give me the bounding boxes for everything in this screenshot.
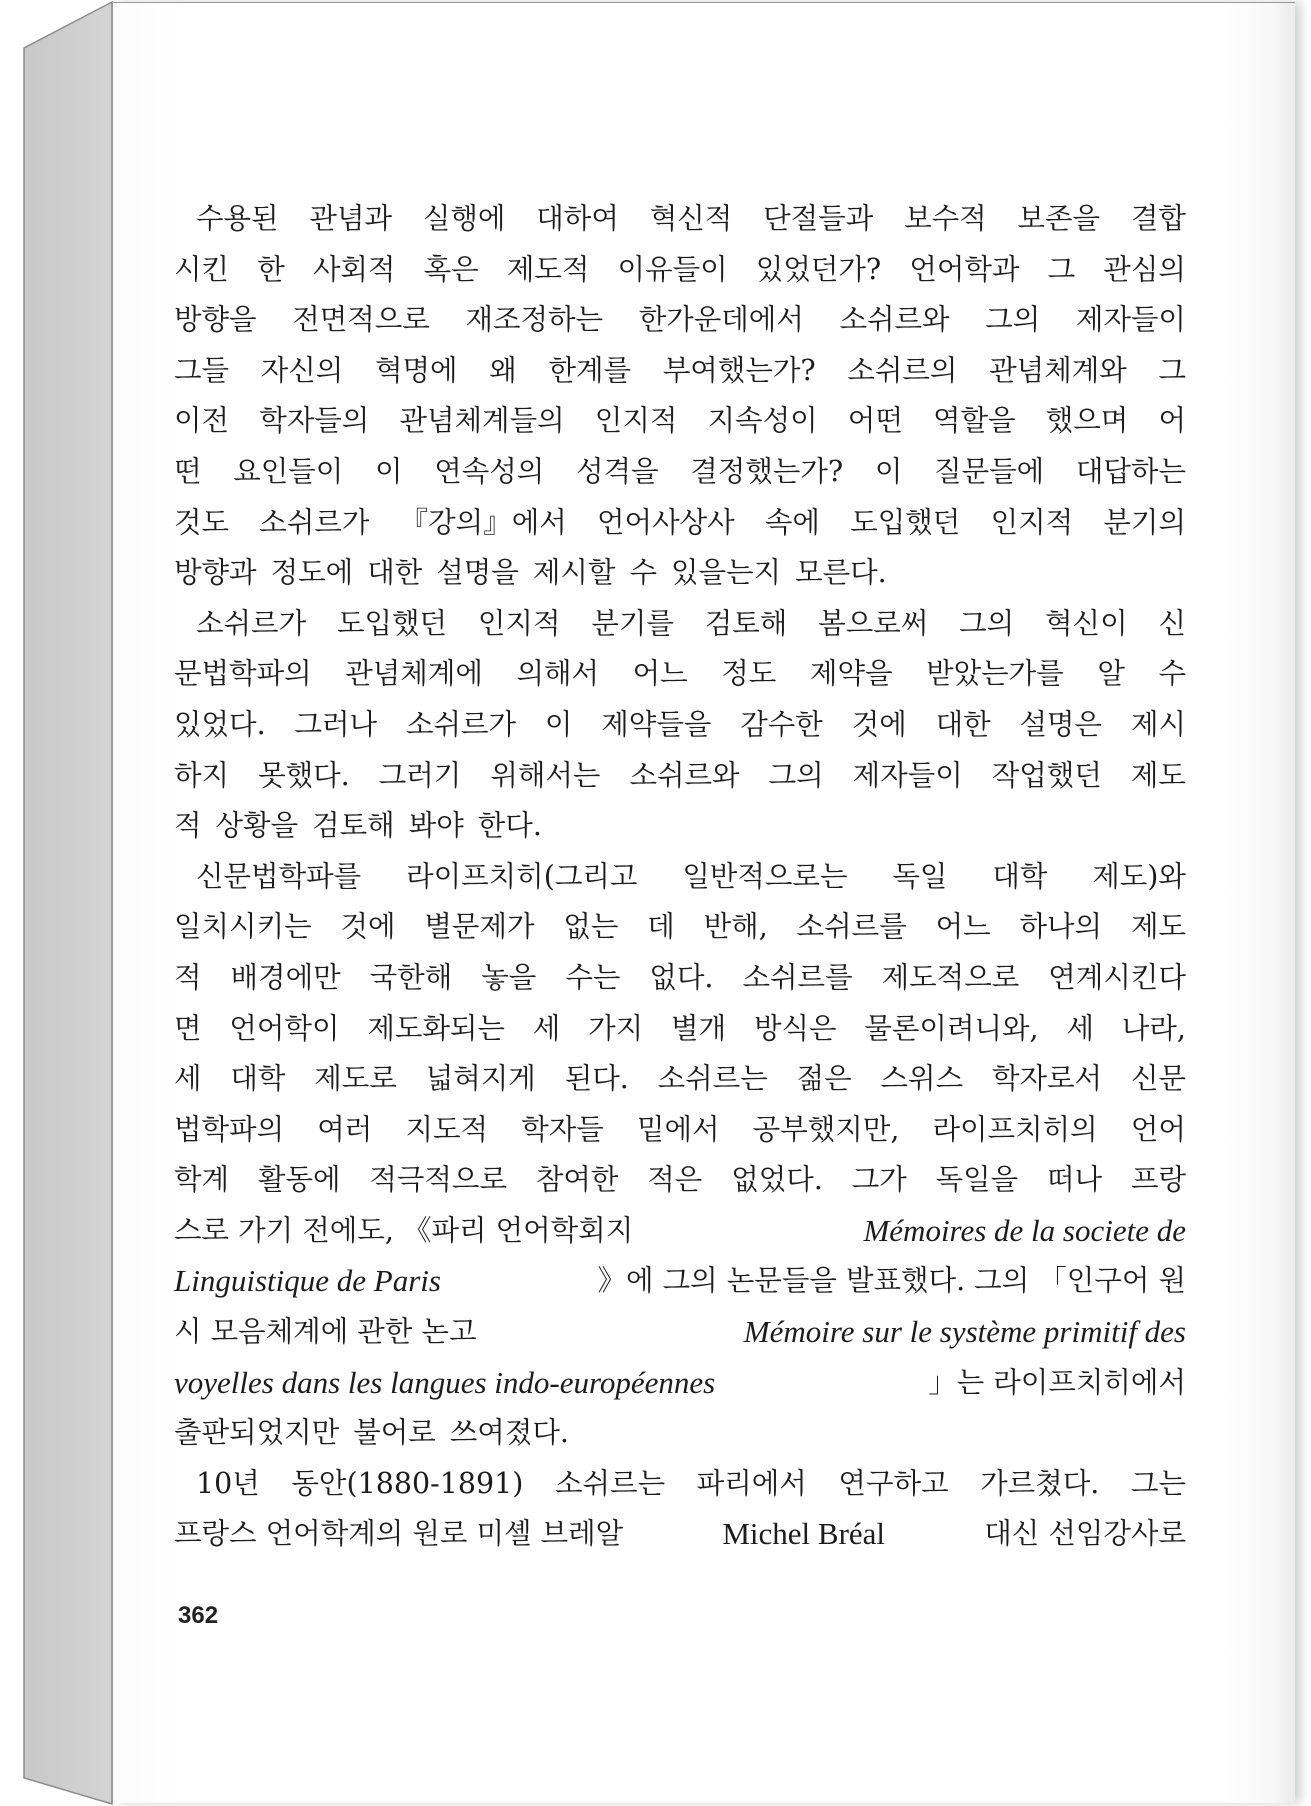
word: 이유들이	[617, 252, 728, 286]
word: 언어학과	[909, 252, 1020, 286]
word: 언어학이	[229, 1011, 340, 1045]
word: 스위스	[880, 1062, 964, 1096]
word: 없는	[563, 910, 619, 944]
word: 동안(1880-1891)	[291, 1466, 524, 1500]
word: 독일을	[935, 1163, 1019, 1197]
text-line	[174, 1256, 1186, 1307]
word: 설명을	[436, 556, 519, 590]
word: 반해,	[703, 910, 768, 944]
roman-name-segment: Michel Bréal	[722, 1516, 886, 1552]
word: 불어로	[353, 1416, 436, 1450]
text-line	[174, 1155, 1186, 1206]
word: 것에	[340, 910, 396, 944]
word: 단절들과	[763, 202, 874, 235]
word: 하나의	[1019, 910, 1103, 944]
word: 그러기	[378, 758, 462, 792]
body-text	[174, 194, 1186, 1560]
word: 연계시킨다	[1048, 960, 1186, 994]
word: 어느	[935, 910, 991, 944]
word: 속에	[764, 505, 820, 539]
text-segment: 프랑스 언어학계의 원로 미셸 브레알	[174, 1517, 624, 1551]
word: 알	[1097, 657, 1125, 691]
word: 신문법학파를	[196, 859, 362, 893]
word: 분기를	[591, 606, 674, 640]
word: 된다.	[564, 1062, 629, 1096]
word: 결합	[1130, 202, 1186, 235]
word: 제자들이	[852, 758, 963, 792]
word: 대하여	[536, 202, 619, 235]
word: 학자로서	[991, 1062, 1103, 1096]
text-line	[174, 346, 1186, 397]
word: 관념체계에	[345, 657, 483, 691]
word: 적	[174, 960, 202, 994]
word: 수	[1158, 657, 1186, 691]
word: 전면적으로	[292, 303, 430, 337]
word: 공부했지만,	[752, 1112, 900, 1146]
word: 라이프치히(그리고	[406, 859, 638, 893]
word: 부여했는가?	[662, 353, 816, 387]
word: 검토해	[704, 606, 788, 640]
word: 제약을	[809, 657, 893, 691]
text-line	[174, 751, 1186, 802]
word: 것에	[851, 707, 907, 741]
word: 역할을	[933, 404, 1016, 438]
word: 했으며	[1045, 404, 1129, 438]
word: 방향과	[174, 556, 257, 590]
word: 제자들이	[1075, 303, 1186, 337]
text-line	[174, 396, 1186, 447]
word: 사회적	[312, 252, 396, 286]
word: 신문	[1130, 1062, 1186, 1096]
word: 그의	[768, 758, 824, 792]
word: 것도	[174, 505, 230, 539]
word: 위해서는	[490, 758, 601, 792]
word: 인지적	[990, 505, 1074, 539]
word: 가르쳤다.	[980, 1466, 1100, 1500]
word: 검토해	[312, 809, 395, 843]
word: 실행에	[422, 202, 506, 235]
word: 수용된	[196, 202, 279, 235]
text-line	[174, 1054, 1186, 1105]
word: 그	[1047, 252, 1076, 286]
word: 가지	[588, 1011, 644, 1045]
word: 쓰여졌다.	[449, 1416, 569, 1450]
word: 없다.	[649, 960, 714, 994]
word: 있었던가?	[755, 252, 882, 286]
word: 한계를	[548, 353, 632, 387]
word: 떠나	[1047, 1163, 1103, 1197]
word: 질문들에	[934, 454, 1045, 488]
word: 제도적	[506, 252, 590, 286]
word: 10년	[196, 1466, 260, 1500]
word: 방향을	[174, 303, 257, 337]
word: 일치시키는	[174, 910, 312, 944]
word: 제약들을	[601, 707, 712, 741]
italic-title-segment: Linguistique de Paris	[174, 1263, 441, 1299]
word: 대한	[935, 707, 991, 741]
word: 정도	[721, 657, 777, 691]
word: 대한	[367, 556, 423, 590]
page-number: 362	[178, 1602, 219, 1629]
word: 소쉬르의	[847, 353, 958, 387]
word: 언어사상사	[597, 505, 735, 539]
word: 배경에만	[230, 960, 341, 994]
word: 결정했는가?	[690, 454, 844, 488]
word: 별문제가	[424, 910, 535, 944]
word: 있었다.	[174, 707, 266, 741]
word: 없었다.	[731, 1163, 823, 1197]
word: 정도에	[270, 556, 354, 590]
word: 받았는가를	[926, 657, 1064, 691]
word: 한	[257, 252, 285, 286]
word: 파리에서	[696, 1466, 807, 1500]
word: 제도로	[314, 1062, 397, 1096]
text-segment: 」는 라이프치히에서	[928, 1365, 1186, 1399]
word: 『강의』에서	[399, 505, 567, 539]
word: 활동에	[257, 1163, 341, 1197]
text-line	[174, 1206, 1186, 1257]
page-edge-shadow	[1273, 3, 1295, 1803]
word: 소쉬르가	[259, 505, 370, 539]
word: 여러	[317, 1112, 373, 1146]
word: 소쉬르와	[839, 303, 950, 337]
word: 이전	[174, 404, 230, 438]
word: 인지적	[477, 606, 561, 640]
text-line	[174, 548, 1186, 599]
word: 혹은	[423, 252, 479, 286]
word: 그들	[174, 353, 230, 387]
word: 요인들이	[233, 454, 344, 488]
word: 소쉬르가	[196, 606, 307, 640]
word: 신	[1158, 606, 1186, 640]
word: 일반적으로는	[682, 859, 848, 893]
word: 학자들	[521, 1112, 604, 1146]
word: 적	[174, 809, 202, 843]
word: 도입했던	[336, 606, 448, 640]
word: 언어	[1130, 1112, 1186, 1146]
word: 연속성의	[434, 454, 545, 488]
word: 성격을	[576, 454, 659, 488]
word: 지속성이	[707, 404, 818, 438]
word: 봐야	[408, 809, 464, 843]
text-line	[174, 1408, 1186, 1459]
text-line	[174, 447, 1186, 498]
word: 도입했던	[850, 505, 961, 539]
word: 라이프치히의	[932, 1112, 1098, 1146]
word: 소쉬르는	[657, 1062, 768, 1096]
text-line	[174, 498, 1186, 549]
word: 넓혀지게	[425, 1062, 536, 1096]
word: 그의	[985, 303, 1041, 337]
word: 독일	[892, 859, 948, 893]
word: 제도적으로	[881, 960, 1020, 994]
text-line	[174, 1105, 1186, 1156]
word: 면	[174, 1011, 202, 1045]
word: 분기의	[1103, 505, 1186, 539]
word: 봄으로써	[818, 606, 929, 640]
text-line	[174, 902, 1186, 953]
word: 왜	[489, 353, 517, 387]
word: 제도)와	[1092, 859, 1186, 893]
text-line	[174, 700, 1186, 751]
word: 물론이려니와,	[864, 1011, 1039, 1045]
text-line	[174, 599, 1186, 650]
word: 관념체계와	[989, 353, 1127, 387]
word: 어느	[632, 657, 688, 691]
word: 대학	[230, 1062, 286, 1096]
word: 나라,	[1121, 1011, 1186, 1045]
word: 적극적으로	[369, 1163, 507, 1197]
text-segment: 스로 가기 전에도, 《파리 언어학회지	[174, 1213, 634, 1247]
word: 보수적	[904, 202, 987, 235]
word: 소쉬르는	[554, 1466, 666, 1500]
word: 하지	[174, 758, 230, 792]
word: 제도	[1130, 758, 1186, 792]
word: 보존을	[1017, 202, 1101, 235]
text-line	[174, 852, 1186, 903]
word: 소쉬르가	[405, 707, 517, 741]
text-line	[174, 245, 1186, 296]
text-segment: 대신 선임강사로	[984, 1517, 1186, 1551]
word: 문법학파의	[174, 657, 312, 691]
text-line	[174, 801, 1186, 852]
word: 어	[1158, 404, 1186, 438]
word: 관심의	[1103, 252, 1186, 286]
word: 한다.	[477, 809, 542, 843]
word: 이	[375, 454, 403, 488]
word: 제도	[1130, 910, 1186, 944]
word: 감수한	[740, 707, 823, 741]
word: 학계	[174, 1163, 230, 1197]
word: 방식은	[753, 1011, 837, 1045]
word: 관념과	[309, 202, 393, 235]
italic-title-segment: Mémoire sur le système primitif des	[743, 1314, 1186, 1350]
word: 소쉬르를	[742, 960, 853, 994]
word: 혁신이	[1045, 606, 1128, 640]
word: 못했다.	[258, 758, 350, 792]
text-line	[174, 295, 1186, 346]
word: 떤	[174, 454, 202, 488]
word: 밑에서	[636, 1112, 720, 1146]
word: 대학	[992, 859, 1048, 893]
text-segment: 》에 그의 논문들을 발표했다. 그의 「인구어 원	[597, 1264, 1186, 1298]
word: 그러나	[294, 707, 378, 741]
word: 그가	[851, 1163, 907, 1197]
word: 인지적	[594, 404, 678, 438]
word: 법학파의	[174, 1112, 285, 1146]
text-segment: 시 모음체계에 관한 논고	[174, 1315, 477, 1349]
word: 소쉬르와	[629, 758, 740, 792]
word: 어떤	[847, 404, 903, 438]
word: 세	[532, 1011, 561, 1045]
word: 지도적	[405, 1112, 489, 1146]
text-line	[174, 649, 1186, 700]
word: 학자들의	[259, 404, 370, 438]
word: 작업했던	[991, 758, 1102, 792]
text-line	[174, 953, 1186, 1004]
word: 모른다.	[795, 556, 887, 590]
word: 재조정하는	[465, 303, 604, 337]
word: 시킨	[174, 252, 230, 286]
word: 관념체계들의	[399, 404, 565, 438]
text-line	[174, 1358, 1186, 1409]
word: 있을는지	[670, 556, 782, 590]
word: 의해서	[516, 657, 600, 691]
word: 제시할	[532, 556, 616, 590]
word: 데	[647, 910, 675, 944]
word: 젊은	[796, 1062, 852, 1096]
word: 그는	[1130, 1466, 1186, 1500]
word: 프랑	[1130, 1163, 1186, 1197]
word: 한가운데에서	[638, 303, 804, 337]
word: 놓을	[481, 960, 537, 994]
word: 그	[1158, 353, 1186, 387]
word: 혁명에	[375, 353, 458, 387]
word: 제시	[1130, 707, 1186, 741]
word: 별개	[671, 1011, 727, 1045]
italic-title-segment: Mémoires de la societe de	[863, 1212, 1186, 1248]
word: 대답하는	[1075, 454, 1186, 488]
word: 수	[629, 556, 657, 590]
word: 상황을	[215, 809, 299, 843]
word: 수는	[565, 960, 621, 994]
word: 참여한	[535, 1163, 619, 1197]
word: 세	[174, 1062, 202, 1096]
word: 이	[544, 707, 573, 741]
text-line	[174, 1004, 1186, 1055]
italic-title-segment: voyelles dans les langues indo-européennes	[174, 1364, 716, 1400]
word: 혁신적	[649, 202, 733, 235]
word: 소쉬르를	[796, 910, 907, 944]
text-line	[174, 1509, 1186, 1560]
word: 출판되었지만	[174, 1416, 340, 1450]
word: 국한해	[369, 960, 453, 994]
word: 그의	[959, 606, 1015, 640]
text-line	[174, 1459, 1186, 1510]
text-line	[174, 1307, 1186, 1358]
word: 자신의	[260, 353, 344, 387]
word: 연구하고	[838, 1466, 949, 1500]
text-line	[174, 194, 1186, 245]
word: 제도화되는	[367, 1011, 505, 1045]
word: 설명은	[1019, 707, 1103, 741]
word: 세	[1066, 1011, 1094, 1045]
word: 이	[874, 454, 903, 488]
word: 적은	[647, 1163, 703, 1197]
